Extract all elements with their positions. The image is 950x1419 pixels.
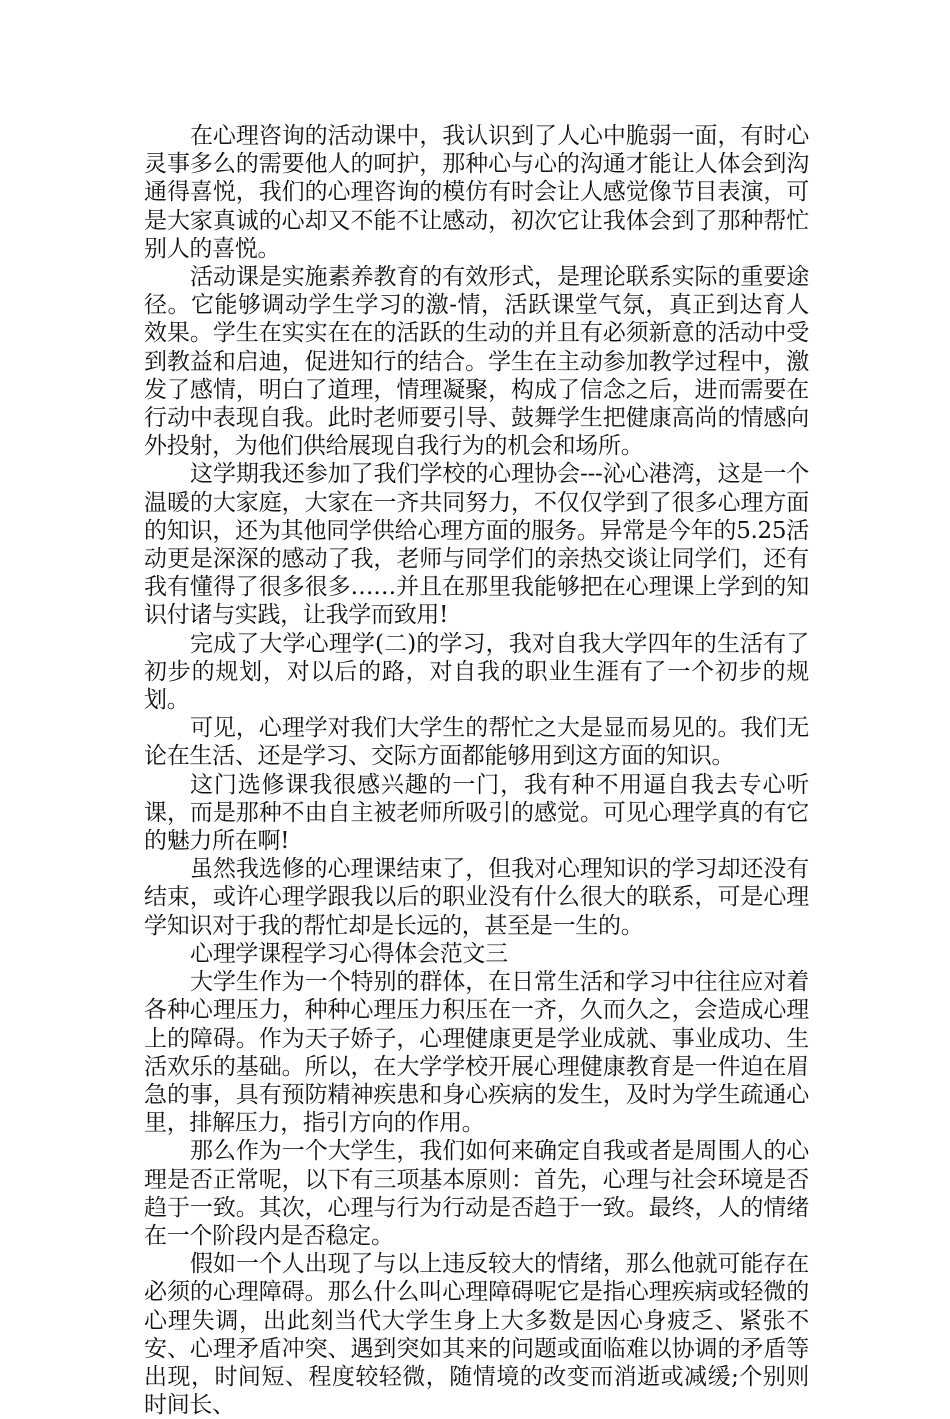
- paragraph: 可见，心理学对我们大学生的帮忙之大是显而易见的。我们无论在生活、还是学习、交际方面都能够用到这方面的知识。: [144, 715, 809, 770]
- paragraph: 假如一个人出现了与以上违反较大的情绪，那么他就可能存在必须的心理障碍。那么什么叫心理障碍呢它是指心理疾病或轻微的心理失调，出此刻当代大学生身上大多数是因心身疲乏、紧张不安、心理矛盾冲突、遇到突如其来的问题或面临难以协调的矛盾等出现，时间短、程度较轻微，随情境的改变而消逝或减缓;个别则时间长、: [144, 1251, 809, 1419]
- paragraph: 在心理咨询的活动课中，我认识到了人心中脆弱一面，有时心灵事多么的需要他人的呵护，那种心与心的沟通才能让人体会到沟通得喜悦，我们的心理咨询的模仿有时会让人感觉像节目表演，可是大家真诚的心却又不能不让感动，初次它让我体会到了那种帮忙别人的喜悦。: [144, 123, 809, 262]
- section-heading: 心理学课程学习心得体会范文三: [190, 940, 508, 967]
- paragraph: 这学期我还参加了我们学校的心理协会---沁心港湾，这是一个温暖的大家庭，大家在一齐共同努力，不仅仅学到了很多心理方面的知识，还为其他同学供给心理方面的服务。异常是今年的5.25活动更是深深的感动了我，老师与同学们的亲热交谈让同学们，还有我有懂得了很多很多……并且在那里我能够把在心理课上学到的知识付诸与实践，让我学而致用!: [144, 461, 809, 629]
- paragraph: 大学生作为一个特别的群体，在日常生活和学习中往往应对着各种心理压力，种种心理压力积压在一齐，久而久之，会造成心理上的障碍。作为天子娇子，心理健康更是学业成就、事业成功、生活欢乐的基础。所以，在大学学校开展心理健康教育是一件迫在眉急的事，具有预防精神疾患和身心疾病的发生，及时为学生疏通心里，排解压力，指引方向的作用。: [144, 969, 809, 1137]
- paragraph: 这门选修课我很感兴趣的一门，我有种不用逼自我去专心听课，而是那种不由自主被老师所吸引的感觉。可见心理学真的有它的魅力所在啊!: [144, 771, 809, 855]
- paragraph: 活动课是实施素养教育的有效形式，是理论联系实际的重要途径。它能够调动学生学习的激-情，活跃课堂气氛，真正到达育人效果。学生在实实在在的活跃的生动的并且有必须新意的活动中受到教益和启迪，促进知行的结合。学生在主动参加教学过程中，激发了感情，明白了道理，情理凝聚，构成了信念之后，进而需要在行动中表现自我。此时老师要引导、鼓舞学生把健康高尚的情感向外投射，为他们供给展现自我行为的机会和场所。: [144, 264, 809, 460]
- document-body: [144, 122, 809, 1419]
- paragraph: 那么作为一个大学生，我们如何来确定自我或者是周围人的心理是否正常呢，以下有三项基本原则：首先，心理与社会环境是否趋于一致。其次，心理与行为行动是否趋于一致。最终，人的情绪在一个阶段内是否稳定。: [144, 1138, 809, 1249]
- paragraph: 完成了大学心理学(二)的学习，我对自我大学四年的生活有了初步的规划，对以后的路，对自我的职业生涯有了一个初步的规划。: [144, 630, 809, 714]
- paragraph: 虽然我选修的心理课结束了，但我对心理知识的学习却还没有结束，或许心理学跟我以后的职业没有什么很大的联系，可是心理学知识对于我的帮忙却是长远的，甚至是一生的。: [144, 856, 809, 939]
